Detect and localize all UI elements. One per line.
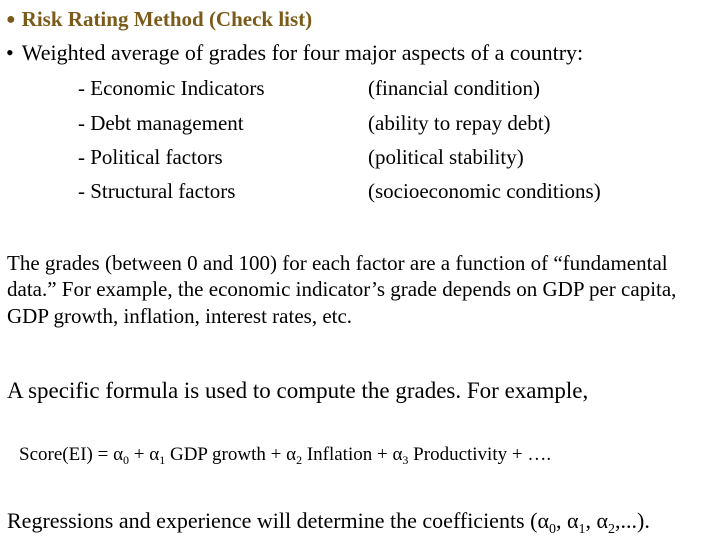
closing-text: Regressions and experience will determine the coefficients ( [7, 508, 538, 533]
alpha-0: α [113, 444, 124, 465]
alpha-3: α [392, 444, 403, 465]
alpha-1: α [149, 444, 160, 465]
factor-description: (socioeconomic conditions) [368, 179, 601, 203]
coef-alpha-2: α [596, 508, 609, 533]
bullet-weighted-average [6, 42, 583, 64]
heading-text: Risk Rating Method (Check list) [21, 7, 313, 31]
factor-row [0, 181, 720, 205]
factor-name: - Economic Indicators [78, 76, 265, 100]
factor-description: (ability to repay debt) [368, 111, 551, 135]
factor-row [0, 113, 720, 137]
bullet-text: Weighted average of grades for four major aspects of a country: [21, 40, 584, 65]
formula-term-productivity: Productivity + …. [408, 444, 552, 465]
formula-plus: + [129, 444, 150, 465]
factor-name: - Debt management [78, 111, 244, 135]
grades-paragraph: The grades (between 0 and 100) for each factor are a function of “fundamental data.” For example, the economic indicator’s grade depends on GDP per capita, GDP growth, inflation, interest rates, etc. [7, 251, 677, 328]
closing-separator: , [555, 508, 567, 533]
heading-bullet: ● [6, 11, 16, 28]
slide-heading [6, 9, 312, 30]
factor-name: - Structural factors [78, 179, 236, 203]
factor-description: (financial condition) [368, 76, 541, 100]
closing-separator: , [585, 508, 597, 533]
coef-alpha-0: α [537, 508, 549, 533]
formula-term-inflation: Inflation + [302, 444, 393, 465]
factor-description: (political stability) [368, 145, 524, 169]
alpha-1-subscript: 1 [159, 453, 166, 467]
score-formula [19, 444, 552, 467]
factor-row [0, 78, 720, 102]
coef-alpha-1: α [566, 508, 579, 533]
alpha-3-subscript: 3 [402, 453, 409, 467]
formula-lhs: Score(EI) = [19, 444, 114, 465]
factor-row [0, 147, 720, 171]
alpha-0-subscript: 0 [123, 453, 130, 467]
formula-term-gdp: GDP growth + [165, 444, 287, 465]
alpha-2-subscript: 2 [296, 453, 303, 467]
bullet-icon: • [6, 40, 14, 65]
coef-alpha-0-subscript: 0 [548, 522, 556, 537]
coef-alpha-2-subscript: 2 [608, 522, 616, 537]
coef-alpha-1-subscript: 1 [578, 522, 586, 537]
closing-tail: ,...). [615, 508, 650, 533]
alpha-2: α [286, 444, 297, 465]
closing-sentence [7, 508, 650, 537]
factor-name: - Political factors [78, 145, 223, 169]
formula-intro-paragraph: A specific formula is used to compute the grades. For example, [7, 378, 589, 403]
